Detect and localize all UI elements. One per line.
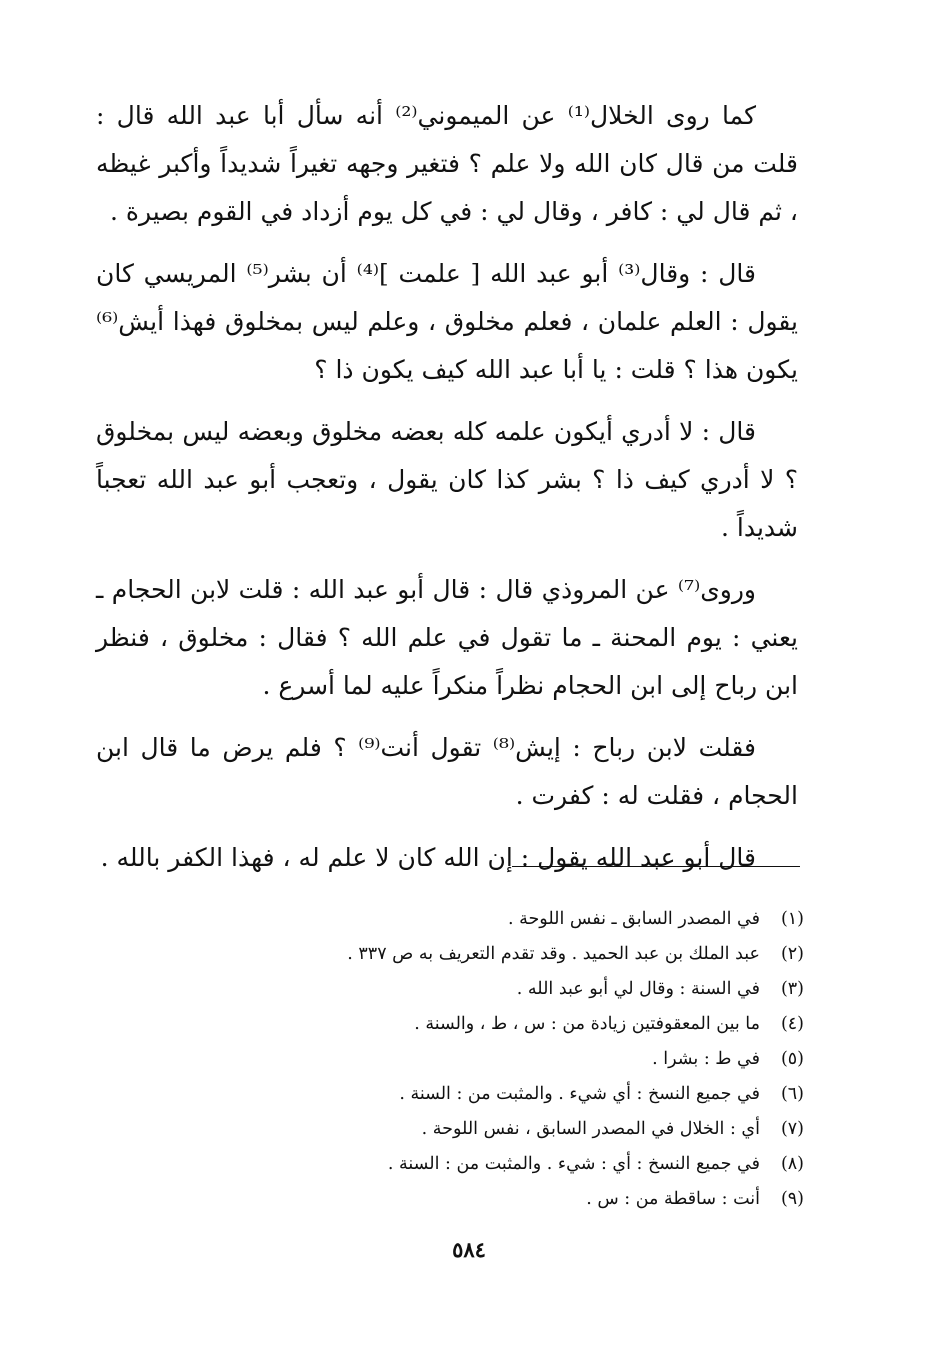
footnote-item	[204, 1147, 804, 1182]
footnote-number: (٣)	[780, 979, 804, 999]
main-text-body	[96, 92, 798, 896]
footnote-number: (٥)	[780, 1049, 804, 1069]
footnote-number: (١)	[780, 909, 804, 929]
footnote-number: (٦)	[780, 1084, 804, 1104]
page-number: ٥٨٤	[452, 1237, 486, 1262]
footnote-item	[204, 1007, 804, 1042]
footnote-number: (٤)	[780, 1014, 804, 1034]
paragraph: كما روى الخلال⁽¹⁾ عن الميموني⁽²⁾ أنه سأل أبا عبد الله قال : قلت من قال كان الله ولا علم ؟ فتغير وجهه تغيراً شديداً وأكبر غيظه ، ثم قال لي : كافر ، وقال لي : في كل يوم أزداد في القوم بصيرة .	[96, 101, 798, 226]
paragraph: قال : وقال⁽³⁾ أبو عبد الله [ علمت ]⁽⁴⁾ أن بشر⁽⁵⁾ المريسي كان يقول : العلم علمان ، فعلم مخلوق ، وعلم ليس بمخلوق فهذا أيش⁽⁶⁾ يكون هذا ؟ قلت : يا أبا عبد الله كيف يكون ذا ؟	[96, 259, 798, 384]
footnote-item	[204, 1077, 804, 1112]
footnote-text: في السنة : وقال لي أبو عبد الله .	[516, 979, 760, 999]
footnote-text: عبد الملك بن عبد الحميد . وقد تقدم التعريف به ص ٣٣٧ .	[347, 944, 760, 964]
footnote-number: (٢)	[780, 944, 804, 964]
footnote-item	[204, 1042, 804, 1077]
footnote-text: أنت : ساقطة من : س .	[586, 1189, 760, 1209]
footnote-text: في جميع النسخ : أي : شيء . والمثبت من : السنة .	[387, 1154, 760, 1174]
paragraph: وروى⁽⁷⁾ عن المروذي قال : قال أبو عبد الله : قلت لابن الحجام ـ يعني : يوم المحنة ـ ما تقول في علم الله ؟ فقال : مخلوق ، فنظر ابن رباح إلى ابن الحجام نظراً منكراً عليه لما أسرع .	[96, 575, 798, 700]
footnote-item	[204, 1182, 804, 1217]
footnote-text: في جميع النسخ : أي شيء . والمثبت من : السنة .	[399, 1084, 760, 1104]
paragraph: قال أبو عبد الله يقول : إن الله كان لا علم له ، فهذا الكفر بالله .	[100, 843, 756, 872]
footnotes-list	[204, 902, 804, 1217]
footnote-number: (٧)	[780, 1119, 804, 1139]
paragraph: فقلت لابن رباح : إيش⁽⁸⁾ تقول أنت⁽⁹⁾ ؟ فلم يرض ما قال ابن الحجام ، فقلت له : كفرت .	[96, 733, 798, 810]
footnote-item	[204, 1112, 804, 1147]
footnote-divider	[512, 866, 800, 867]
footnote-item	[204, 972, 804, 1007]
footnote-item	[204, 902, 804, 937]
footnote-text: ما بين المعقوفتين زيادة من : س ، ط ، والسنة .	[414, 1014, 760, 1034]
footnote-text: في المصدر السابق ـ نفس اللوحة .	[507, 909, 760, 929]
footnote-number: (٨)	[780, 1154, 804, 1174]
footnote-text: في ط : بشرا .	[652, 1049, 760, 1069]
paragraph: قال : لا أدري أيكون علمه كله بعضه مخلوق وبعضه ليس بمخلوق ؟ لا أدري كيف ذا ؟ بشر كذا كان يقول ، وتعجب أبو عبد الله تعجباً شديداً .	[96, 417, 798, 542]
footnote-number: (٩)	[780, 1189, 804, 1209]
footnote-item	[204, 937, 804, 972]
footnote-text: أي : الخلال في المصدر السابق ، نفس اللوحة .	[421, 1119, 760, 1139]
